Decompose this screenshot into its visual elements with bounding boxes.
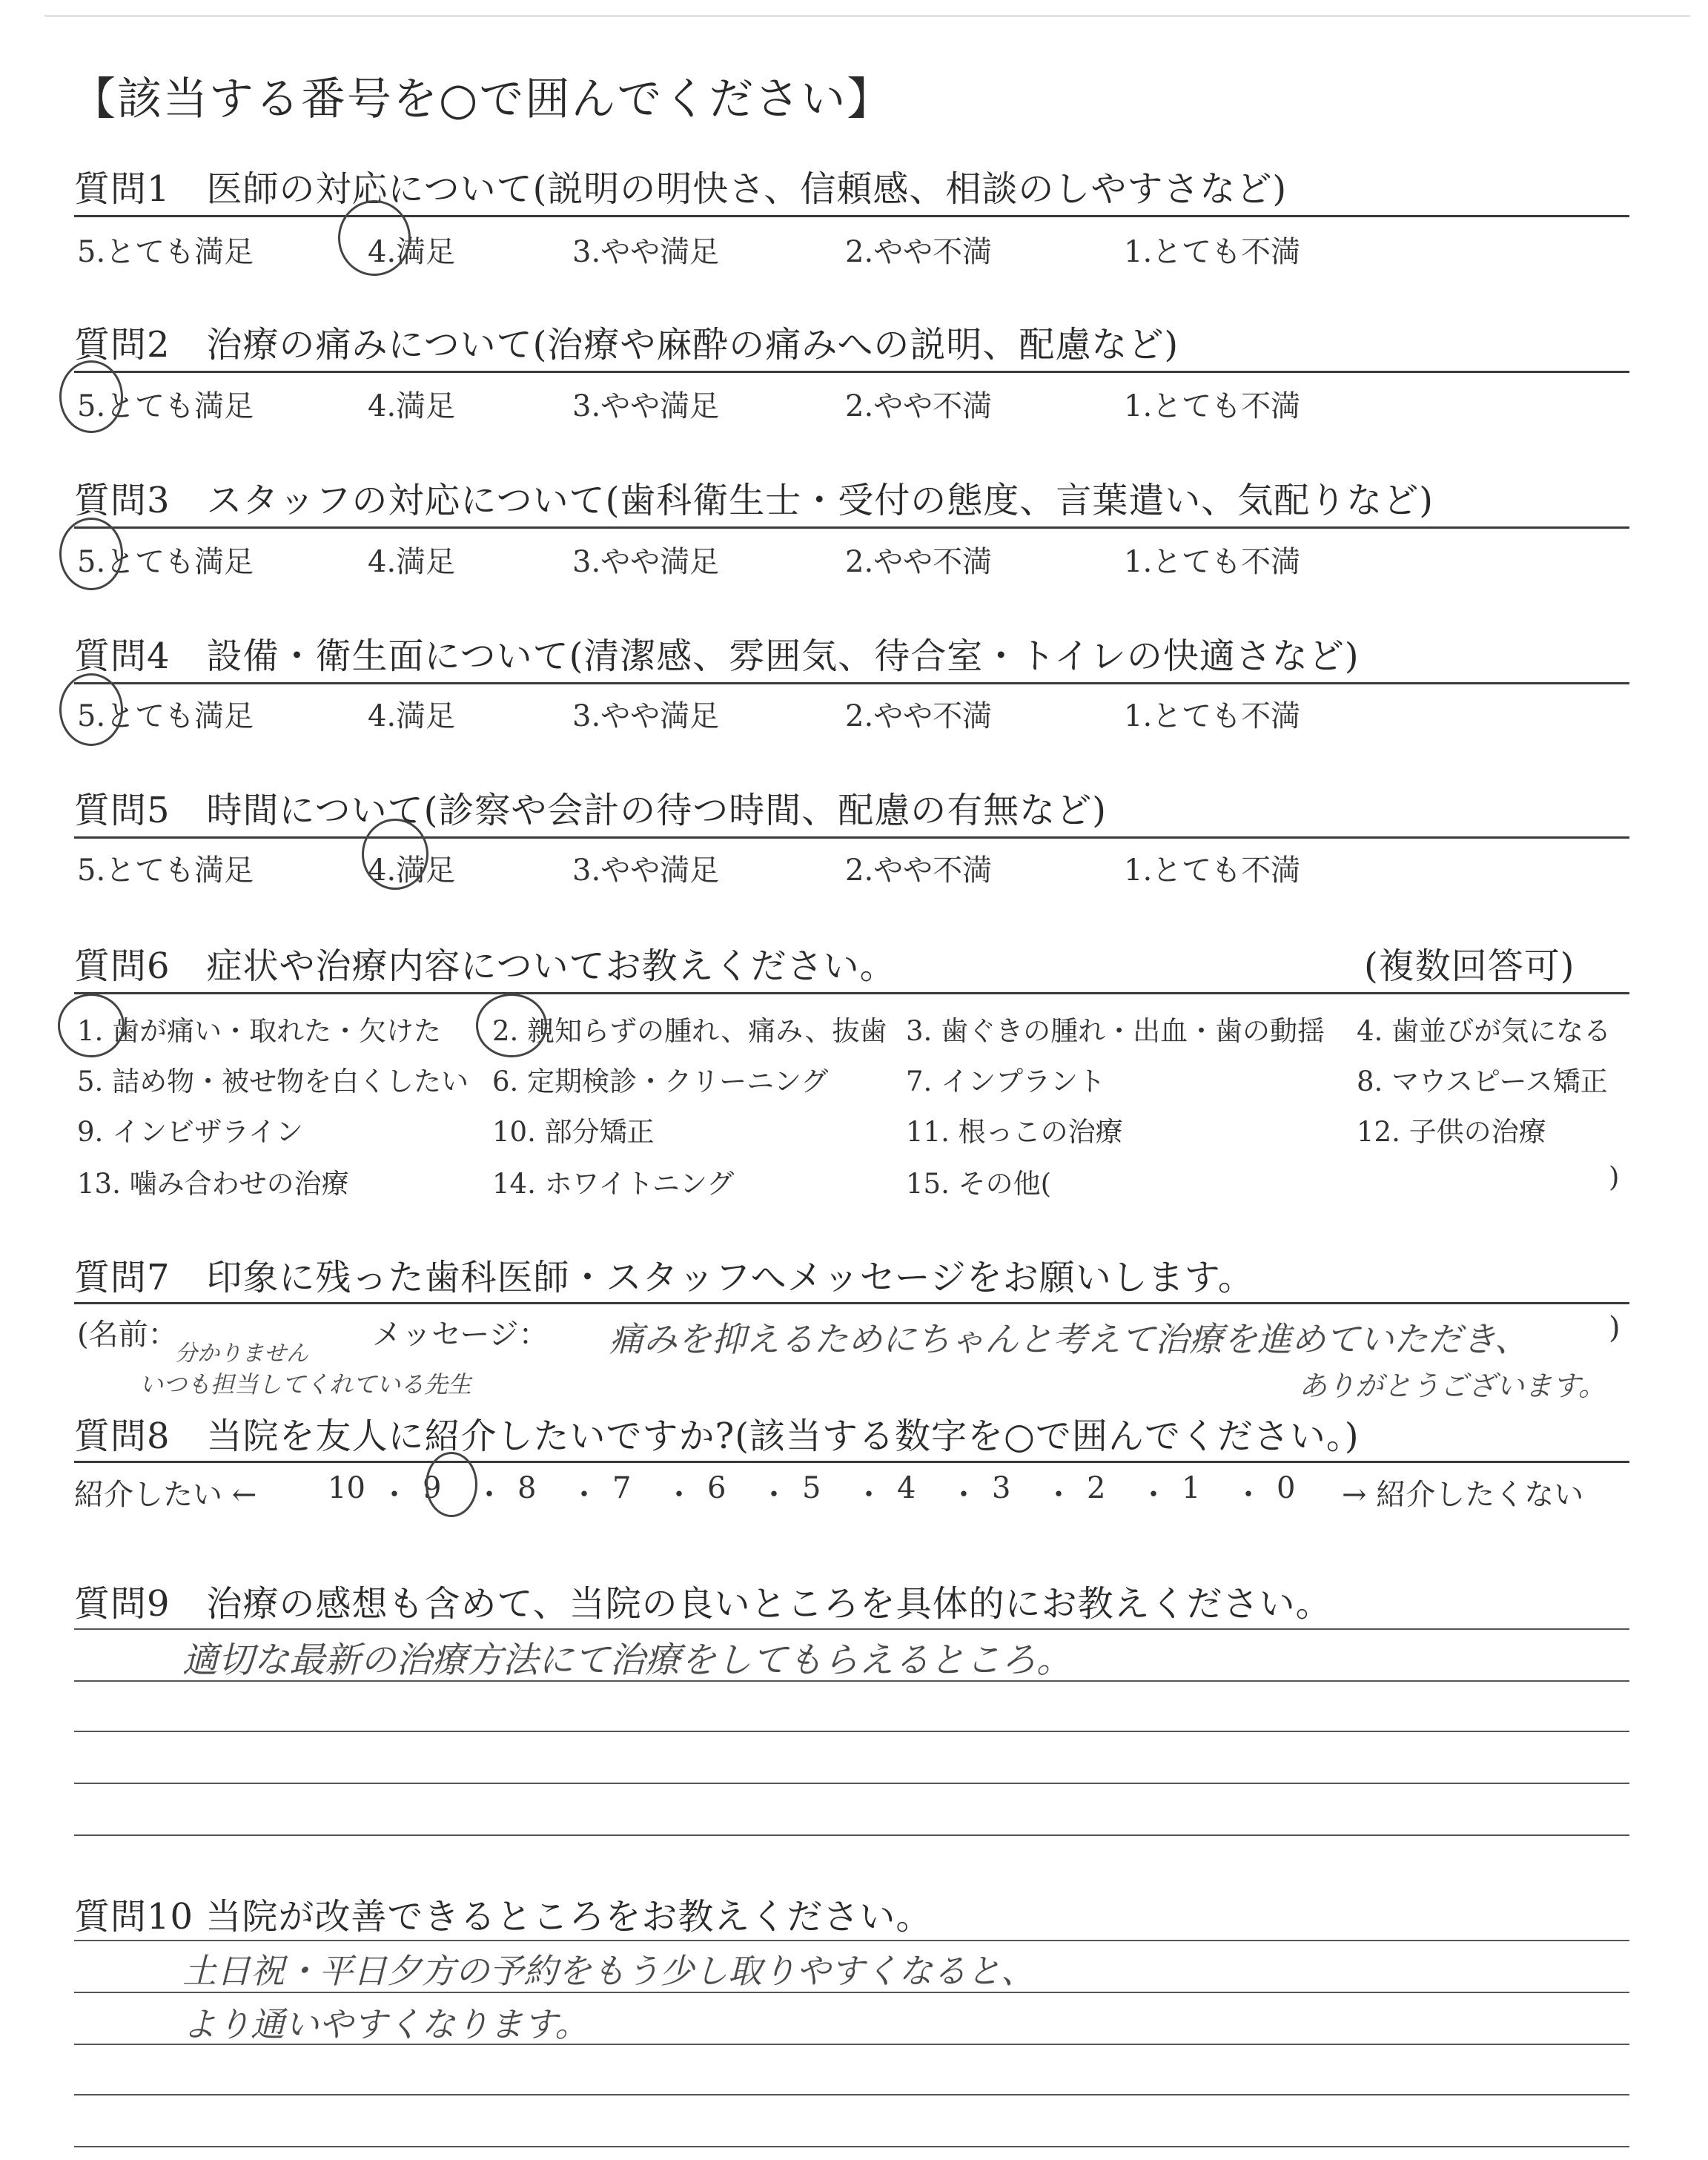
q8-title: 質問8 当院を友人に紹介したいですか?(該当する数字を○で囲んでください。) xyxy=(74,1416,1360,1457)
q6-option-10[interactable]: 10. 部分矯正 xyxy=(492,1116,655,1148)
q8-number-5[interactable]: 5 xyxy=(802,1471,821,1505)
q8-rule xyxy=(74,1461,1629,1463)
q2-option-3[interactable]: 3.やや満足 xyxy=(572,389,720,423)
q6-option-2[interactable]: 2. 親知らずの腫れ、痛み、抜歯 xyxy=(492,1015,887,1047)
q6-option-3[interactable]: 3. 歯ぐきの腫れ・出血・歯の動揺 xyxy=(906,1015,1325,1047)
q4-selected-circle xyxy=(59,673,123,746)
q6-option-12[interactable]: 12. 子供の治療 xyxy=(1357,1116,1546,1148)
q6-selected-circle-1 xyxy=(58,994,125,1057)
q8-separator-dot: ・ xyxy=(854,1478,884,1512)
q4-option-2[interactable]: 2.やや不満 xyxy=(845,699,993,733)
q4-option-5[interactable]: 5.とても満足 xyxy=(77,699,254,733)
q8-number-2[interactable]: 2 xyxy=(1087,1471,1106,1505)
page-top-edge xyxy=(44,15,1690,17)
q8-number-1[interactable]: 1 xyxy=(1182,1471,1201,1505)
q3-option-4[interactable]: 4.満足 xyxy=(368,545,456,579)
q8-separator-dot: ・ xyxy=(380,1478,409,1512)
q7-message-label: メッセージ： xyxy=(372,1318,549,1352)
q8-number-7[interactable]: 7 xyxy=(612,1471,632,1505)
q5-title: 質問5 時間について(診察や会計の待つ時間、配慮の有無など) xyxy=(74,790,1108,831)
q9-line-3 xyxy=(74,1731,1629,1732)
q8-selected-circle xyxy=(426,1452,477,1517)
q2-option-5[interactable]: 5.とても満足 xyxy=(77,389,254,423)
q7-name-handwritten-1[interactable]: 分かりません xyxy=(175,1341,308,1367)
q1-option-3[interactable]: 3.やや満足 xyxy=(572,235,720,269)
q10-line-4 xyxy=(74,2094,1629,2095)
q3-rule xyxy=(74,526,1629,529)
q6-option-1[interactable]: 1. 歯が痛い・取れた・欠けた xyxy=(77,1015,442,1047)
q1-option-1[interactable]: 1.とても不満 xyxy=(1124,235,1301,269)
q1-option-2[interactable]: 2.やや不満 xyxy=(845,235,993,269)
q7-title: 質問7 印象に残った歯科医師・スタッフへメッセージをお願いします。 xyxy=(74,1257,1254,1298)
q6-option-14[interactable]: 14. ホワイトニング xyxy=(492,1168,735,1200)
q5-option-2[interactable]: 2.やや不満 xyxy=(845,853,993,888)
q5-option-3[interactable]: 3.やや満足 xyxy=(572,853,720,888)
q1-rule xyxy=(74,215,1629,217)
q6-option-9[interactable]: 9. インビザライン xyxy=(77,1116,303,1148)
q6-option-5[interactable]: 5. 詰め物・被せ物を白くしたい xyxy=(77,1066,469,1097)
q8-separator-dot: ・ xyxy=(1139,1478,1168,1512)
q8-separator-dot: ・ xyxy=(569,1478,599,1512)
q10-answer-handwritten-2[interactable]: より通いやすくなります。 xyxy=(182,2004,589,2044)
q7-rule xyxy=(74,1302,1629,1304)
q4-title: 質問4 設備・衛生面について(清潔感、雰囲気、待合室・トイレの快適さなど) xyxy=(74,635,1360,677)
q8-separator-dot: ・ xyxy=(664,1478,694,1512)
q1-title: 質問1 医師の対応について(説明の明快さ、信頼感、相談のしやすさなど) xyxy=(74,168,1288,210)
q6-option-15[interactable]: 15. その他( xyxy=(906,1168,1052,1200)
q3-option-1[interactable]: 1.とても不満 xyxy=(1124,545,1301,579)
q8-separator-dot: ・ xyxy=(1044,1478,1073,1512)
q10-line-1 xyxy=(74,1940,1629,1941)
q8-number-8[interactable]: 8 xyxy=(517,1471,537,1505)
q8-number-10[interactable]: 10 xyxy=(328,1471,365,1505)
q8-number-3[interactable]: 3 xyxy=(992,1471,1011,1505)
q8-number-4[interactable]: 4 xyxy=(897,1471,916,1505)
q6-selected-circle-2 xyxy=(476,994,547,1057)
q8-left-label: 紹介したい ← xyxy=(74,1478,257,1512)
q4-rule xyxy=(74,682,1629,684)
q2-option-1[interactable]: 1.とても不満 xyxy=(1124,389,1301,423)
q1-selected-circle xyxy=(338,200,411,276)
q6-option-11[interactable]: 11. 根っこの治療 xyxy=(906,1116,1123,1148)
page-header: 【該当する番号を○で囲んでください】 xyxy=(71,73,893,125)
q8-separator-dot: ・ xyxy=(759,1478,789,1512)
q7-message-handwritten-1[interactable]: 痛みを抑えるためにちゃんと考えて治療を進めていただき、 xyxy=(609,1319,1529,1359)
q8-number-6[interactable]: 6 xyxy=(707,1471,726,1505)
q9-line-5 xyxy=(74,1834,1629,1836)
q10-title: 質問10 当院が改善できるところをお教えください。 xyxy=(74,1896,933,1938)
q5-selected-circle xyxy=(362,819,428,890)
q6-option-15-close: ) xyxy=(1609,1161,1620,1193)
q5-option-1[interactable]: 1.とても不満 xyxy=(1124,853,1301,888)
q4-option-1[interactable]: 1.とても不満 xyxy=(1124,699,1301,733)
q3-option-2[interactable]: 2.やや不満 xyxy=(845,545,993,579)
q7-close-paren: ) xyxy=(1609,1311,1621,1345)
q7-message-handwritten-2[interactable]: ありがとうございます。 xyxy=(1299,1370,1606,1402)
q2-option-4[interactable]: 4.満足 xyxy=(368,389,456,423)
q1-option-5[interactable]: 5.とても満足 xyxy=(77,235,254,269)
q2-selected-circle xyxy=(59,360,123,433)
q3-selected-circle xyxy=(59,518,123,590)
q6-option-4[interactable]: 4. 歯並びが気になる xyxy=(1357,1015,1612,1047)
q10-answer-handwritten-1[interactable]: 土日祝・平日夕方の予約をもう少し取りやすくなると、 xyxy=(182,1951,1035,1991)
q8-separator-dot: ・ xyxy=(949,1478,979,1512)
q6-option-8[interactable]: 8. マウスピース矯正 xyxy=(1357,1066,1608,1097)
q8-separator-dot: ・ xyxy=(474,1478,504,1512)
q6-multi-note: (複数回答可) xyxy=(1364,945,1575,987)
q3-option-3[interactable]: 3.やや満足 xyxy=(572,545,720,579)
q4-option-3[interactable]: 3.やや満足 xyxy=(572,699,720,733)
q9-title: 質問9 治療の感想も含めて、当院の良いところを具体的にお教えください。 xyxy=(74,1583,1332,1625)
q7-name-label: (名前： xyxy=(77,1318,178,1352)
q6-title: 質問6 症状や治療内容についてお教えください。 xyxy=(74,945,896,987)
q7-name-handwritten-2[interactable]: いつも担当してくれている先生 xyxy=(139,1370,472,1398)
q8-number-0[interactable]: 0 xyxy=(1277,1471,1296,1505)
q9-line-4 xyxy=(74,1783,1629,1784)
q10-line-5 xyxy=(74,2146,1629,2147)
q6-option-7[interactable]: 7. インプラント xyxy=(906,1066,1106,1097)
q1-option-4[interactable]: 4.満足 xyxy=(368,235,456,269)
q8-number-9[interactable]: 9 xyxy=(423,1471,442,1505)
q5-option-4[interactable]: 4.満足 xyxy=(368,853,456,888)
q3-title: 質問3 スタッフの対応について(歯科衛生士・受付の態度、言葉遣い、気配りなど) xyxy=(74,480,1434,521)
q6-option-6[interactable]: 6. 定期検診・クリーニング xyxy=(492,1066,829,1097)
q8-separator-dot: ・ xyxy=(1234,1478,1263,1512)
q5-rule xyxy=(74,836,1629,839)
q9-line-1 xyxy=(74,1628,1629,1630)
q8-right-label: → 紹介したくない xyxy=(1342,1478,1584,1512)
q2-title: 質問2 治療の痛みについて(治療や麻酔の痛みへの説明、配慮など) xyxy=(74,324,1179,366)
q5-option-5[interactable]: 5.とても満足 xyxy=(77,853,254,888)
q4-option-4[interactable]: 4.満足 xyxy=(368,699,456,733)
q2-option-2[interactable]: 2.やや不満 xyxy=(845,389,993,423)
q3-option-5[interactable]: 5.とても満足 xyxy=(77,545,254,579)
q6-rule xyxy=(74,992,1629,994)
q6-option-13[interactable]: 13. 噛み合わせの治療 xyxy=(77,1168,349,1200)
q9-answer-handwritten[interactable]: 適切な最新の治療方法にて治療をしてもらえるところ。 xyxy=(182,1639,1073,1681)
q2-rule xyxy=(74,371,1629,373)
